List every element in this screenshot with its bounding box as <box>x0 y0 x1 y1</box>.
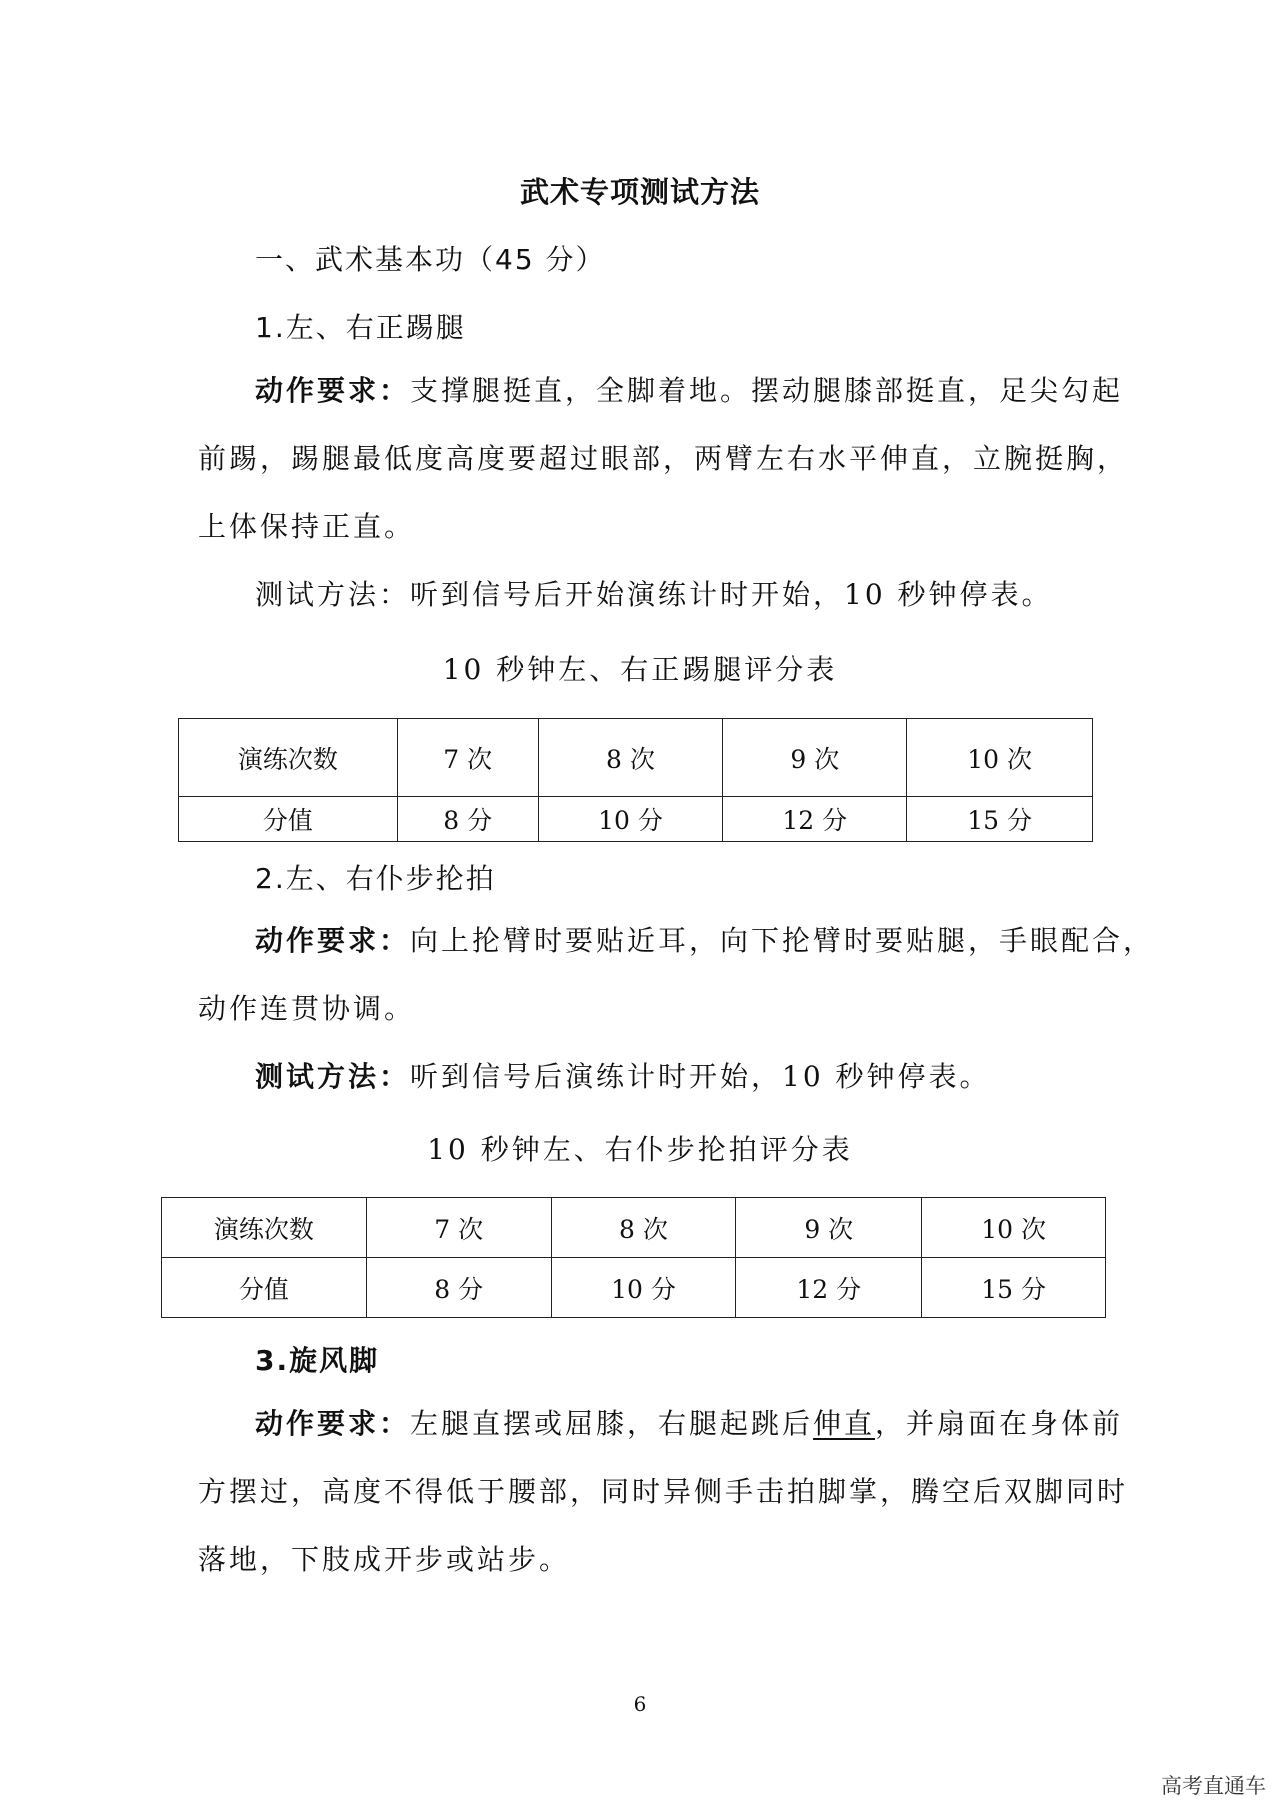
test-method-label: 测试方法： <box>255 1060 411 1093</box>
table-cell: 10 分 <box>538 797 723 842</box>
score-table-front-kick <box>178 718 1093 842</box>
requirement-paragraph-line: 上体保持正直。 <box>198 510 416 543</box>
table-cell: 8 次 <box>538 719 723 797</box>
requirement-paragraph-line <box>255 357 1123 425</box>
requirement-paragraph-line: 落地，下肢成开步或站步。 <box>198 1543 571 1576</box>
table-cell: 10 分 <box>551 1258 736 1318</box>
table-row <box>179 719 1093 797</box>
requirement-paragraph-line: 方摆过，高度不得低于腰部，同时异侧手击拍脚掌，腾空后双脚同时 <box>198 1475 1129 1508</box>
table-row <box>179 797 1093 842</box>
table-row <box>162 1198 1106 1258</box>
underlined-text: 伸直 <box>813 1407 876 1440</box>
page-number: 6 <box>633 1692 647 1716</box>
test-method-line: 测试方法：听到信号后开始演练计时开始，10 秒钟停表。 <box>255 578 1053 611</box>
table-cell: 演练次数 <box>179 719 398 797</box>
table-cell: 演练次数 <box>162 1198 367 1258</box>
table-cell: 15 分 <box>922 1258 1106 1318</box>
page-title: 武术专项测试方法 <box>519 175 760 209</box>
requirement-label: 动作要求： <box>255 1407 411 1440</box>
table-cell: 分值 <box>162 1258 367 1318</box>
table-row <box>162 1258 1106 1318</box>
table-cell: 7 次 <box>366 1198 551 1258</box>
table-cell: 7 次 <box>397 719 538 797</box>
item-heading-crouch-swing: 2.左、右仆步抡拍 <box>255 862 496 895</box>
table-caption: 10 秒钟左、右正踢腿评分表 <box>442 653 838 686</box>
table-cell: 8 分 <box>366 1258 551 1318</box>
requirement-text: ，并扇面在身体前 <box>875 1407 1124 1440</box>
table-cell: 10 次 <box>922 1198 1106 1258</box>
table-cell: 12 分 <box>736 1258 922 1318</box>
table-cell: 分值 <box>179 797 398 842</box>
item-heading-text: 3.旋风脚 <box>255 1344 380 1377</box>
test-method-text: 听到信号后演练计时开始，10 秒钟停表。 <box>410 1060 991 1093</box>
watermark-text: 高考直通车 <box>1161 1774 1266 1798</box>
requirement-paragraph-line <box>255 907 1154 975</box>
table-cell: 12 分 <box>723 797 907 842</box>
requirement-text: 向上抡臂时要贴近耳，向下抡臂时要贴腿，手眼配合， <box>410 924 1155 957</box>
section-heading-basic-skills: 一、武术基本功（45 分） <box>255 243 606 276</box>
table-cell: 8 次 <box>551 1198 736 1258</box>
table-cell: 8 分 <box>397 797 538 842</box>
table-cell: 15 分 <box>907 797 1093 842</box>
requirement-paragraph-line <box>255 1390 1123 1458</box>
requirement-label: 动作要求： <box>255 924 411 957</box>
requirement-paragraph-line: 前踢，踢腿最低度高度要超过眼部，两臂左右水平伸直，立腕挺胸， <box>198 442 1129 475</box>
requirement-text: 支撑腿挺直，全脚着地。摆动腿膝部挺直，足尖勾起 <box>410 374 1124 407</box>
table-cell: 9 次 <box>723 719 907 797</box>
table-caption: 10 秒钟左、右仆步抡拍评分表 <box>427 1133 853 1166</box>
item-heading-whirlwind-kick <box>255 1339 379 1379</box>
table-cell: 10 次 <box>907 719 1093 797</box>
requirement-paragraph-line: 动作连贯协调。 <box>198 992 416 1025</box>
item-heading-front-kick: 1.左、右正踢腿 <box>255 311 466 344</box>
table-cell: 9 次 <box>736 1198 922 1258</box>
requirement-label: 动作要求： <box>255 374 411 407</box>
score-table-crouch-swing <box>161 1197 1106 1318</box>
requirement-text: 左腿直摆或屈膝，右腿起跳后 <box>410 1407 814 1440</box>
test-method-line <box>255 1043 991 1111</box>
